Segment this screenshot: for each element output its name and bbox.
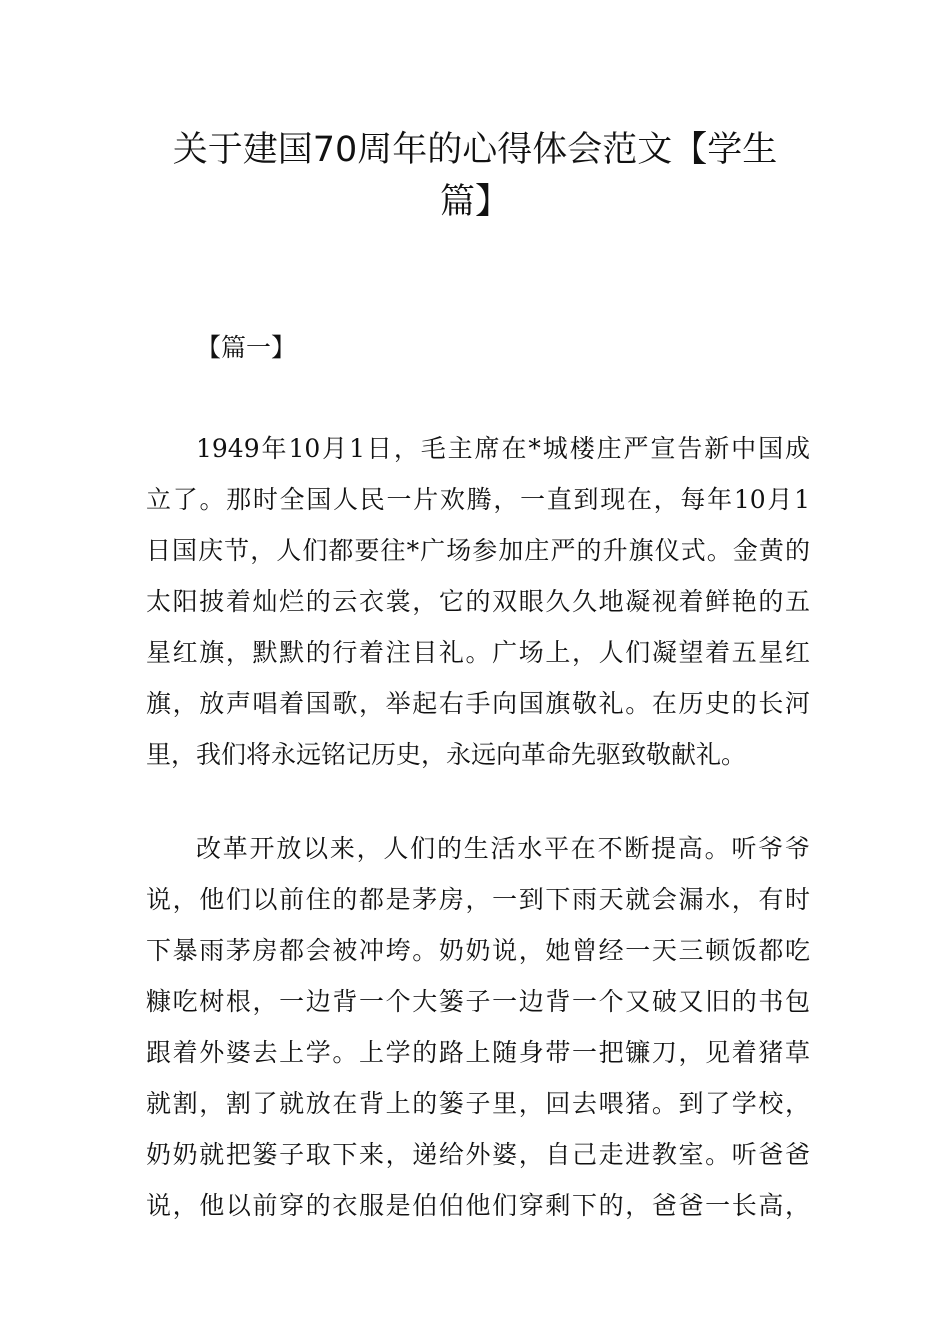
paragraph-line: 说，他以前穿的衣服是伯伯他们穿剩下的，爸爸一长高， (146, 1191, 810, 1220)
paragraph-line: 跟着外婆去上学。上学的路上随身带一把镰刀，见着猪草 (146, 1038, 810, 1067)
paragraph-line: 旗，放声唱着国歌，举起右手向国旗敬礼。在历史的长河 (146, 689, 810, 718)
paragraph-line: 星红旗，默默的行着注目礼。广场上，人们凝望着五星红 (146, 638, 810, 667)
paragraph-line: 糠吃树根，一边背一个大篓子一边背一个又破又旧的书包 (146, 987, 810, 1016)
paragraph-line: 立了。那时全国人民一片欢腾，一直到现在，每年10月1 (146, 485, 810, 514)
paragraph-line: 下暴雨茅房都会被冲垮。奶奶说，她曾经一天三顿饭都吃 (146, 936, 810, 965)
paragraph-line: 太阳披着灿烂的云衣裳，它的双眼久久地凝视着鲜艳的五 (146, 587, 810, 616)
paragraph-1 (146, 423, 810, 780)
paragraph-line: 日国庆节，人们都要往*广场参加庄严的升旗仪式。金黄的 (146, 536, 810, 565)
paragraph-line: 改革开放以来，人们的生活水平在不断提高。听爷爷 (196, 834, 810, 863)
document-title (150, 124, 800, 228)
section-heading: 【篇一】 (196, 333, 297, 362)
title-line-1: 关于建国70周年的心得体会范文【学生 (172, 130, 778, 170)
paragraph-line: 就割，割了就放在背上的篓子里，回去喂猪。到了学校， (146, 1089, 810, 1118)
paragraph-line: 里，我们将永远铭记历史，永远向革命先驱致敬献礼。 (146, 740, 747, 769)
title-line-2: 篇】 (439, 182, 510, 222)
paragraph-line: 奶奶就把篓子取下来，递给外婆，自己走进教室。听爸爸 (146, 1140, 810, 1169)
paragraph-2 (146, 823, 810, 1231)
paragraph-line: 1949年10月1日，毛主席在*城楼庄严宣告新中国成 (196, 434, 810, 463)
paragraph-line: 说，他们以前住的都是茅房，一到下雨天就会漏水，有时 (146, 885, 810, 914)
